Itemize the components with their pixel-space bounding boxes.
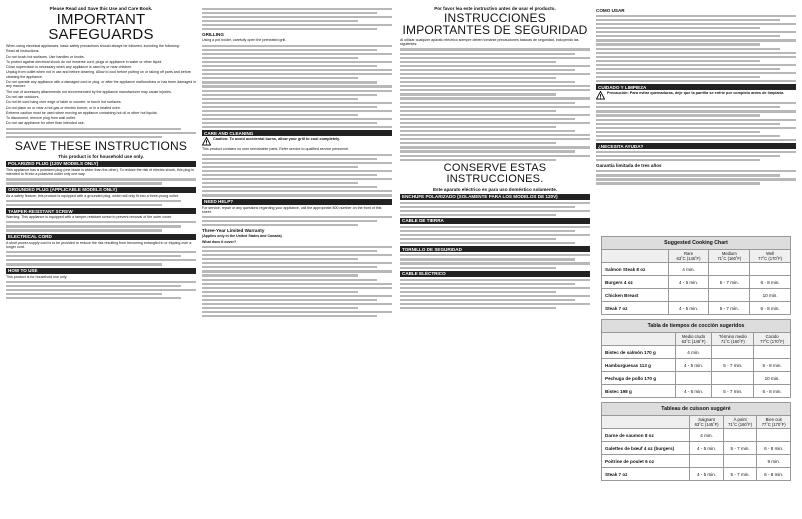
polarized-plug-heading: POLARIZED PLUG (120V MODELS ONLY) — [6, 161, 196, 167]
polarized-plug-text: This appliance has a polarized plug (one blade is wider than the other). To reduce the risk of electric shock, this plug is intended to fit into a polarized outlet only one way. — [6, 167, 194, 177]
spanish-notice: Por favor lea este instructivo antes de usar el producto. — [434, 6, 556, 11]
caution-note — [202, 137, 392, 146]
table-row: Salmon Steak 8 oz 4 min. — [602, 263, 791, 276]
col-saignant: Saignant 63˚C (145˚F) — [690, 416, 724, 429]
text-filler — [400, 254, 590, 268]
safeguards-intro: When using electrical appliances, basic safety precautions should always be followed, including the following: — [6, 44, 180, 48]
grounded-plug-heading: GROUNDED PLUG (APPLICABLE MODELS ONLY) — [6, 187, 196, 193]
important-safeguards-title: IMPORTANT SAFEGUARDS — [48, 11, 154, 43]
safeguard-item: To protect against electrical shock do not immerse cord, plugs or appliance in water or other liquid. — [6, 59, 163, 64]
cooking-chart-title: Suggested Cooking Chart — [601, 236, 791, 249]
cable-electrico-heading: CABLE ELÉCTRICO — [400, 271, 590, 277]
table-row: Galettes de bœuf 4 oz (burgers) 4 - 5 min. 5 - 7 min. 6 - 8 min. — [602, 442, 791, 455]
table-row: Steak 7 oz 4 - 5 min. 5 - 7 min. 6 - 8 min. — [602, 468, 791, 481]
safeguard-item: Do not place on or near a hot gas or electric burner, or in a heated oven. — [6, 105, 121, 110]
warranty-sub: (Applies only in the United States and Canada) — [202, 234, 282, 239]
cooking-tables — [597, 236, 797, 485]
warning-icon — [202, 137, 211, 146]
text-filler — [400, 279, 590, 310]
safeguard-item: Do not touch hot surfaces. Use handles or knobs. — [6, 54, 85, 59]
spanish-save-sub: Este aparato eléctrico es para uso doméstico solamente. — [432, 186, 558, 192]
col-rare: Rare 63˚C (145˚F) — [668, 250, 709, 263]
warranty-question: What does it cover? — [202, 239, 237, 244]
garantia-heading: Garantía limitada de tres años — [596, 163, 662, 169]
safeguard-item: Unplug from outlet when not in use and before cleaning. Allow to cool before putting on or taking off parts and before cleaning the appliance. — [6, 70, 191, 79]
table-row: Darne de saumon 8 oz 4 min. — [602, 429, 791, 442]
spanish-cooking-chart — [601, 319, 791, 398]
text-filler — [6, 251, 196, 265]
caution-text: Caution: To avoid accidental burns, allow your grill to cool completely. — [213, 137, 341, 142]
how-to-use-text: This product is for household use only. — [6, 274, 68, 279]
text-filler — [596, 102, 796, 141]
grounded-plug-text: As a safety feature, this product is equipped with a grounded plug, which will only fit into a three-prong outlet. — [6, 193, 180, 198]
safeguard-item: Read all instructions. — [6, 49, 40, 54]
care-cleaning-heading: CARE AND CLEANING — [202, 130, 392, 136]
spanish-column — [400, 6, 590, 515]
table-row: Chicken Breast 10 min. — [602, 289, 791, 302]
table-row: Poitrine de poulet 6 oz 9 min. — [602, 455, 791, 468]
enchufe-heading: ENCHUFE POLARIZADO (SOLAMENTE PARA LOS MODELOS DE 120V) — [400, 194, 590, 200]
como-usar-heading: COMO USAR — [596, 8, 625, 13]
safeguard-item: Extreme caution must be used when moving an appliance containing hot oil or other hot liquids. — [6, 110, 158, 115]
text-filler — [400, 48, 590, 160]
safeguard-item: Do not operate any appliance with a damaged cord or plug, or after the appliance malfunctions or has been damaged in any manner. — [6, 80, 196, 89]
need-help-text: For service, repair or any questions regarding your appliance, call the appropriate 800 number on the front of this sheet. — [202, 205, 382, 214]
col-bien-cuit: Bien cuit 77˚C (170˚F) — [757, 416, 791, 429]
spanish-title: INSTRUCCIONES IMPORTANTES DE SEGURIDAD — [402, 11, 588, 37]
text-filler — [6, 128, 196, 138]
col-food — [602, 250, 669, 263]
table-row: Hamburguesas 113 g 4 - 5 min. 5 - 7 min. 6 - 8 min. — [602, 359, 791, 372]
text-filler — [6, 281, 196, 300]
spanish-intro: Al utilizar cualquier aparato eléctrico siempre deben tomarse precauciones básicas de seguridad, incluyendo las siguientes: — [400, 38, 579, 47]
english-safeguards-column — [6, 6, 196, 515]
text-filler — [202, 246, 392, 318]
table-row: Burgers 4 oz 4 - 5 min. 5 - 7 min. 6 - 8 min. — [602, 276, 791, 289]
suggested-cooking-chart — [601, 236, 791, 315]
save-instructions-title: SAVE THESE INSTRUCTIONS — [14, 138, 188, 153]
warranty-heading: Three-Year Limited Warranty — [202, 228, 265, 234]
text-filler — [400, 202, 590, 216]
table-row: Steak 7 oz 4 - 5 min. 5 - 7 min. 6 - 8 min. — [602, 302, 791, 315]
table-row: Bistec de salmón 170 g 4 min. — [602, 346, 791, 359]
text-filler — [6, 178, 196, 184]
necesita-ayuda-heading: ¿NECESITA AYUDA? — [596, 143, 796, 149]
col-well: Well 77˚C (170˚F) — [750, 250, 791, 263]
cuidado-heading: CUIDADO Y LIMPIEZA — [596, 84, 796, 90]
safeguard-item: Do not use outdoors. — [6, 94, 40, 99]
precaucion-text: Precaución: Para evitar quemaduras, deje que la parrilla se enfríe por completo antes de limpiarla. — [607, 91, 785, 96]
tamper-screw-text: Warning: This appliance is equipped with a tamper-resistant screw to prevent removal of the outer cover. — [6, 215, 172, 220]
spanish-continued-column — [596, 6, 796, 231]
col-medio-crudo: Medio crudo 63˚C (145˚F) — [675, 333, 712, 346]
spanish-chart-title: Tabla de tiempos de cocción sugeridos — [601, 319, 791, 332]
french-chart-title: Tableau de cuisson suggéré — [601, 402, 791, 415]
electrical-cord-heading: ELECTRICAL CORD — [6, 234, 196, 240]
safeguard-item: Do not use appliance for other than intended use. — [6, 121, 85, 126]
col-a-point: À point 71˚C (160˚F) — [723, 416, 757, 429]
safeguard-item: Close supervision is necessary when any appliance is used by or near children. — [6, 65, 133, 70]
how-to-use-heading: HOW TO USE — [6, 268, 196, 274]
household-use-note: This product is for household use only. — [58, 153, 144, 159]
precaucion-note — [596, 91, 796, 100]
read-save-notice: Please Read and Save this Use and Care Book. — [49, 6, 153, 11]
text-filler — [6, 200, 196, 206]
text-filler — [202, 154, 392, 197]
safeguard-item: Do not let cord hang over edge of table or counter, or touch hot surfaces. — [6, 100, 122, 105]
table-row: Bistec 198 g 4 - 6 min. 5 - 7 min. 6 - 8 min. — [602, 385, 791, 398]
col-cocido: Cocido 77˚C (170˚F) — [754, 333, 791, 346]
text-filler — [400, 226, 590, 245]
need-help-heading: NEED HELP? — [202, 199, 392, 205]
tornillo-heading: TORNILLO DE SEGURIDAD — [400, 246, 590, 252]
electrical-cord-text: A short power-supply cord is to be provided to reduce the risk resulting from becoming entangled in or tripping over a longer cord. — [6, 240, 192, 249]
cable-tierra-heading: CABLE DE TIERRA — [400, 218, 590, 224]
col-termino-medio: Término medio 71˚C (160˚F) — [712, 333, 754, 346]
text-filler — [596, 15, 796, 82]
tamper-screw-heading: TAMPER-RESISTANT SCREW — [6, 208, 196, 214]
col-medium: Medium 71˚C (160˚F) — [709, 250, 750, 263]
grilling-heading: GRILLING — [202, 32, 224, 38]
text-filler — [6, 221, 196, 231]
warning-icon — [596, 91, 605, 100]
safeguard-item: To disconnect, remove plug from wall outlet. — [6, 116, 76, 121]
english-care-column — [202, 6, 392, 515]
text-filler — [596, 151, 796, 161]
text-filler — [202, 8, 392, 31]
spanish-save-title: CONSERVE ESTAS INSTRUCCIONES. — [443, 161, 547, 185]
care-text: This product contains no user serviceable parts. Refer service to qualified service personnel. — [202, 147, 350, 152]
french-cooking-chart — [601, 402, 791, 481]
table-row: Pechuga de pollo 170 g 10 min. — [602, 372, 791, 385]
safeguard-item: The use of accessory attachments not recommended by the appliance manufacturer may cause injuries. — [6, 89, 172, 94]
grilling-text: Using a pot holder, carefully open the preheated grill. — [202, 38, 287, 43]
text-filler — [596, 170, 796, 184]
text-filler — [202, 216, 392, 226]
text-filler — [202, 45, 392, 129]
